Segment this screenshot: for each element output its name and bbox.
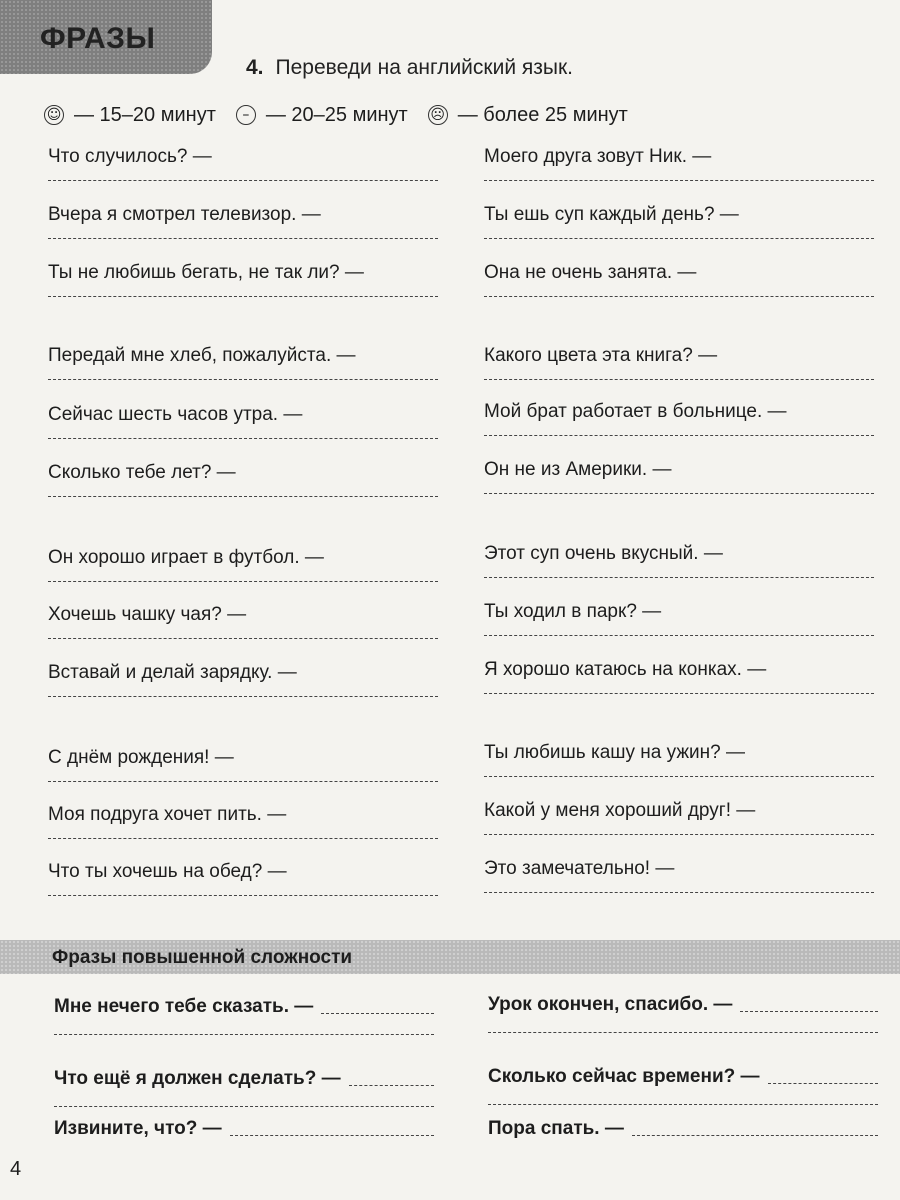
answer-line[interactable]: [484, 892, 874, 893]
exercise-prompt: Сейчас шесть часов утра. —: [48, 404, 303, 425]
right-exercise-item: [484, 543, 884, 565]
answer-line[interactable]: [484, 635, 874, 636]
answer-line[interactable]: [54, 1034, 434, 1035]
exercise-prompt: Хочешь чашку чая? —: [48, 604, 247, 625]
answer-line[interactable]: [484, 379, 874, 380]
sad-face-icon: ☹: [428, 105, 448, 125]
left-exercise-item: [48, 662, 448, 684]
advanced-prompt: Что ещё я должен сделать? —: [54, 1068, 341, 1089]
answer-line[interactable]: [54, 1106, 434, 1107]
smile-face-icon: ☺: [44, 105, 64, 125]
answer-line[interactable]: [484, 180, 874, 181]
right-exercise-item: [484, 742, 884, 764]
task-heading: [246, 56, 573, 80]
section-title: ФРАЗЫ: [40, 22, 156, 55]
answer-line[interactable]: [48, 238, 438, 239]
right-advanced-item: [488, 994, 878, 1016]
exercise-prompt: Вчера я смотрел телевизор. —: [48, 204, 321, 225]
answer-line[interactable]: [484, 493, 874, 494]
answer-line[interactable]: [484, 577, 874, 578]
legend-label-medium: — 20–25 минут: [265, 103, 408, 126]
answer-line[interactable]: [321, 1012, 434, 1014]
right-exercise-item: [484, 345, 884, 367]
exercise-prompt: Ты любишь кашу на ужин? —: [484, 742, 745, 763]
left-exercise-item: [48, 146, 448, 168]
answer-line[interactable]: [488, 1032, 878, 1033]
left-exercise-item: [48, 804, 448, 826]
left-exercise-item: [48, 204, 448, 226]
exercise-prompt: Какого цвета эта книга? —: [484, 345, 718, 366]
answer-line[interactable]: [484, 834, 874, 835]
left-exercise-item: [48, 404, 448, 426]
exercise-prompt: Что ты хочешь на обед? —: [48, 861, 287, 882]
exercise-prompt: Вставай и делай зарядку. —: [48, 662, 297, 683]
answer-line[interactable]: [48, 438, 438, 439]
left-exercise-item: [48, 747, 448, 769]
answer-line[interactable]: [48, 496, 438, 497]
advanced-prompt: Урок окончен, спасибо. —: [488, 994, 733, 1015]
right-advanced-item: [488, 1118, 878, 1140]
answer-line[interactable]: [349, 1084, 434, 1086]
answer-line[interactable]: [230, 1134, 434, 1136]
exercise-prompt: Что случилось? —: [48, 146, 212, 167]
neutral-face-icon: –: [236, 105, 256, 125]
exercise-prompt: Моего друга зовут Ник. —: [484, 146, 712, 167]
answer-line[interactable]: [632, 1134, 878, 1136]
right-advanced-item: [488, 1066, 878, 1088]
left-advanced-item: [54, 1068, 434, 1090]
advanced-prompt: Пора спать. —: [488, 1118, 624, 1139]
answer-line[interactable]: [48, 895, 438, 896]
left-exercise-item: [48, 345, 448, 367]
left-exercise-item: [48, 547, 448, 569]
answer-line[interactable]: [484, 435, 874, 436]
exercise-prompt: Этот суп очень вкусный. —: [484, 543, 723, 564]
exercise-prompt: Она не очень занята. —: [484, 262, 697, 283]
advanced-prompt: Сколько сейчас времени? —: [488, 1066, 760, 1087]
time-legend: [44, 100, 834, 130]
answer-line[interactable]: [48, 581, 438, 582]
exercise-prompt: Я хорошо катаюсь на конках. —: [484, 659, 767, 680]
exercise-prompt: Ты ходил в парк? —: [484, 601, 662, 622]
answer-line[interactable]: [48, 379, 438, 380]
right-exercise-item: [484, 262, 884, 284]
answer-line[interactable]: [740, 1010, 878, 1012]
task-text: Переведи на английский язык.: [275, 56, 574, 79]
answer-line[interactable]: [484, 296, 874, 297]
right-exercise-item: [484, 459, 884, 481]
exercise-prompt: Сколько тебе лет? —: [48, 462, 236, 483]
left-exercise-item: [48, 861, 448, 883]
task-number: 4.: [246, 56, 264, 79]
exercise-prompt: Это замечательно! —: [484, 858, 675, 879]
section-tab: [0, 0, 212, 74]
right-exercise-item: [484, 601, 884, 623]
answer-line[interactable]: [484, 693, 874, 694]
exercise-prompt: Моя подруга хочет пить. —: [48, 804, 287, 825]
right-exercise-item: [484, 146, 884, 168]
answer-line[interactable]: [48, 296, 438, 297]
answer-line[interactable]: [48, 696, 438, 697]
answer-line[interactable]: [484, 238, 874, 239]
page-number: 4: [10, 1158, 22, 1180]
legend-label-fast: — 15–20 минут: [74, 103, 216, 126]
left-advanced-item: [54, 996, 434, 1018]
left-exercise-item: [48, 462, 448, 484]
answer-line[interactable]: [48, 638, 438, 639]
legend-label-slow: — более 25 минут: [457, 103, 628, 126]
right-exercise-item: [484, 659, 884, 681]
left-advanced-item: [54, 1118, 434, 1140]
left-exercise-item: [48, 604, 448, 626]
left-exercise-item: [48, 262, 448, 284]
exercise-prompt: Ты не любишь бегать, не так ли? —: [48, 262, 364, 283]
exercise-prompt: Мой брат работает в больнице. —: [484, 401, 787, 422]
answer-line[interactable]: [48, 781, 438, 782]
right-exercise-item: [484, 401, 884, 423]
advanced-prompt: Извините, что? —: [54, 1118, 222, 1139]
exercise-prompt: С днём рождения! —: [48, 747, 234, 768]
advanced-section-title: Фразы повышенной сложности: [52, 947, 353, 968]
exercise-prompt: Он не из Америки. —: [484, 459, 672, 480]
advanced-prompt: Мне нечего тебе сказать. —: [54, 996, 314, 1017]
right-exercise-item: [484, 204, 884, 226]
answer-line[interactable]: [48, 180, 438, 181]
exercise-prompt: Передай мне хлеб, пожалуйста. —: [48, 345, 356, 366]
answer-line[interactable]: [488, 1104, 878, 1105]
answer-line[interactable]: [48, 838, 438, 839]
answer-line[interactable]: [768, 1082, 878, 1084]
right-exercise-item: [484, 800, 884, 822]
answer-line[interactable]: [484, 776, 874, 777]
advanced-section-bar: [0, 940, 900, 974]
exercise-prompt: Он хорошо играет в футбол. —: [48, 547, 324, 568]
right-exercise-item: [484, 858, 884, 880]
exercise-prompt: Какой у меня хороший друг! —: [484, 800, 756, 821]
exercise-prompt: Ты ешь суп каждый день? —: [484, 204, 739, 225]
